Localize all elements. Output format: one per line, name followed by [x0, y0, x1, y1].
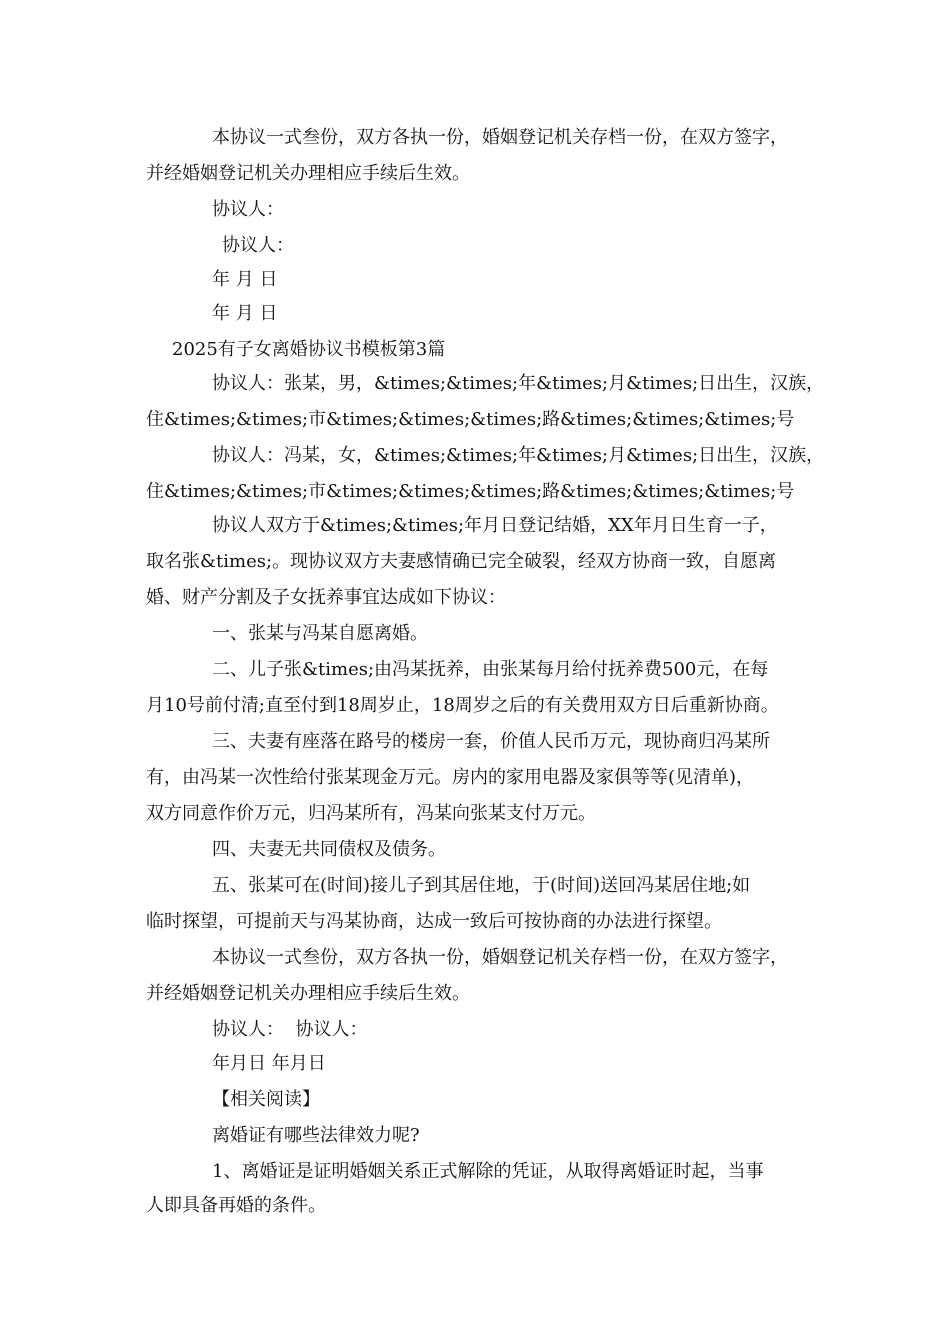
paragraph-line: 年 月 日 [212, 269, 278, 290]
paragraph-line: 住&times;&times;市&times;&times;&times;路&times;&times;&times;号 [146, 481, 795, 502]
paragraph-line: 协议人：张某，男，&times;&times;年&times;月&times;日出生，汉族， [212, 373, 825, 394]
section-heading: 2025有子女离婚协议书模板第3篇 [172, 339, 446, 360]
paragraph-line: 婚、财产分割及子女抚养事宜达成如下协议： [146, 587, 506, 608]
paragraph-line: 1、离婚证是证明婚姻关系正式解除的凭证，从取得离婚证时起，当事 [212, 1161, 764, 1182]
paragraph-line: 协议人：冯某，女，&times;&times;年&times;月&times;日出生，汉族， [212, 445, 825, 466]
paragraph-line: 协议人： [222, 235, 294, 256]
paragraph-line: 协议人： [212, 199, 284, 220]
paragraph-line: 三、夫妻有座落在路号的楼房一套，价值人民币万元，现协商归冯某所 [212, 731, 770, 752]
paragraph-line: 一、张某与冯某自愿离婚。 [212, 623, 428, 644]
paragraph-line: 有，由冯某一次性给付张某现金万元。房内的家用电器及家俱等等(见清单)， [146, 767, 755, 788]
paragraph-line: 月10号前付清;直至付到18周岁止，18周岁之后的有关费用双方日后重新协商。 [146, 695, 779, 716]
paragraph-line: 本协议一式叁份，双方各执一份，婚姻登记机关存档一份，在双方签字， [212, 127, 788, 148]
paragraph-line: 二、儿子张&times;由冯某抚养，由张某每月给付抚养费500元，在每 [212, 659, 769, 680]
paragraph-line: 临时探望，可提前天与冯某协商，达成一致后可按协商的办法进行探望。 [146, 911, 722, 932]
paragraph-line: 年月日 年月日 [212, 1053, 326, 1074]
paragraph-line: 并经婚姻登记机关办理相应手续后生效。 [146, 163, 470, 184]
paragraph-line: 离婚证有哪些法律效力呢? [212, 1125, 420, 1146]
paragraph-line: 取名张&times;。现协议双方夫妻感情确已完全破裂，经双方协商一致，自愿离 [146, 551, 777, 572]
paragraph-line: 五、张某可在(时间)接儿子到其居住地，于(时间)送回冯某居住地;如 [212, 875, 751, 896]
related-reading-heading: 【相关阅读】 [212, 1089, 320, 1110]
paragraph-line: 住&times;&times;市&times;&times;&times;路&times;&times;&times;号 [146, 409, 795, 430]
paragraph-line: 协议人： 协议人： [212, 1019, 368, 1040]
paragraph-line: 人即具备再婚的条件。 [146, 1195, 326, 1216]
paragraph-line: 四、夫妻无共同债权及债务。 [212, 839, 446, 860]
paragraph-line: 协议人双方于&times;&times;年月日登记结婚，XX年月日生育一子， [212, 515, 778, 536]
paragraph-line: 双方同意作价万元，归冯某所有，冯某向张某支付万元。 [146, 803, 596, 824]
paragraph-line: 年 月 日 [212, 303, 278, 324]
paragraph-line: 本协议一式叁份，双方各执一份，婚姻登记机关存档一份，在双方签字， [212, 947, 788, 968]
paragraph-line: 并经婚姻登记机关办理相应手续后生效。 [146, 983, 470, 1004]
